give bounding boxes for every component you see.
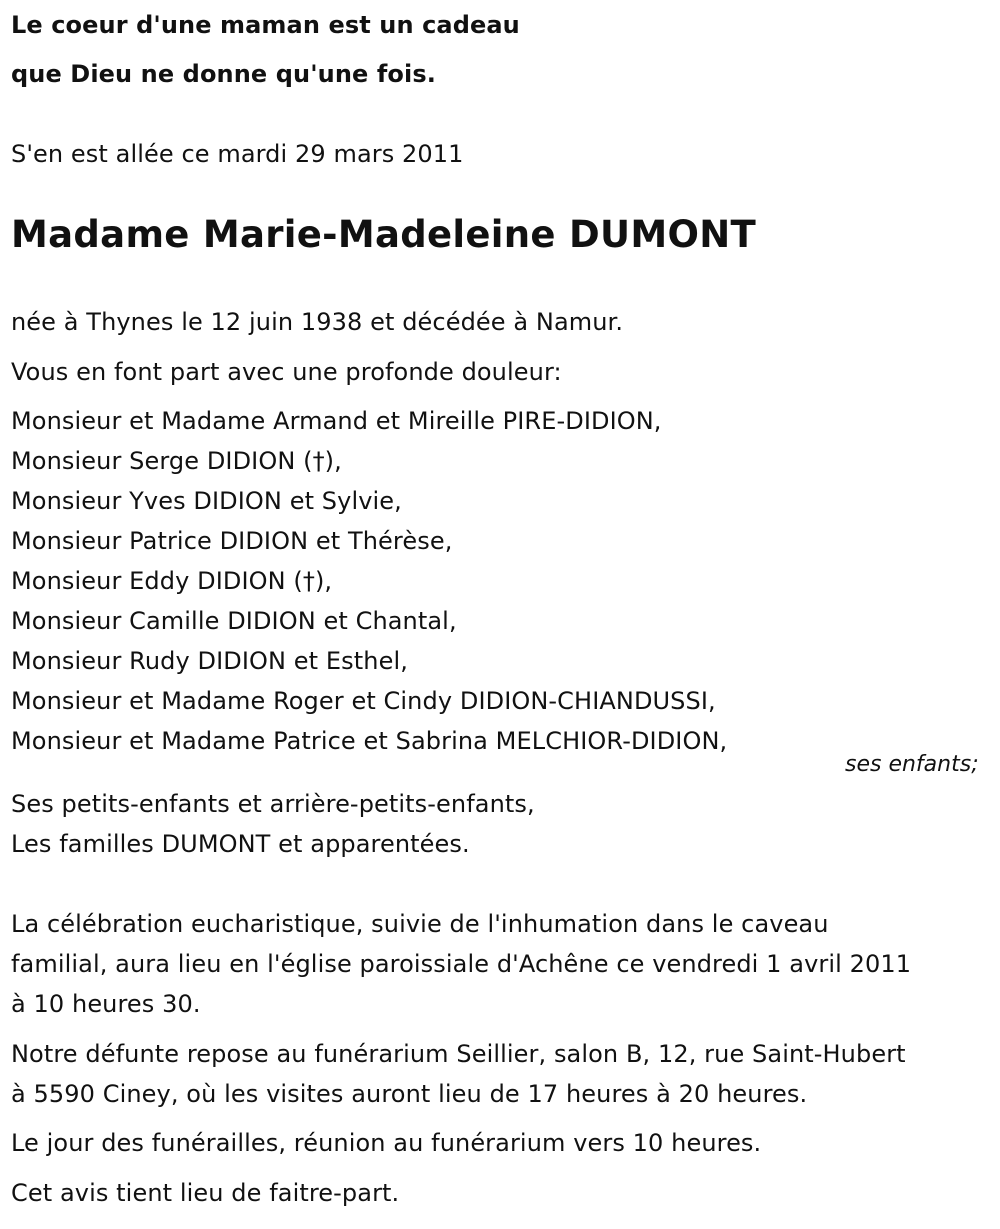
child-entry: Monsieur Serge DIDION (†), <box>11 447 342 475</box>
children-label: ses enfants; <box>845 752 979 777</box>
child-entry: Monsieur Camille DIDION et Chantal, <box>11 607 457 635</box>
announcement-intro: Vous en font part avec une profonde douleur: <box>11 358 562 386</box>
families-line: Les familles DUMONT et apparentées. <box>11 830 470 858</box>
motto-line-1: Le coeur d'une maman est un cadeau <box>11 11 520 39</box>
grandchildren-line: Ses petits-enfants et arrière-petits-enfants, <box>11 790 535 818</box>
visitation-line: Notre défunte repose au funérarium Seillier, salon B, 12, rue Saint-Hubert <box>11 1040 906 1068</box>
visitation-line: à 5590 Ciney, où les visites auront lieu de 17 heures à 20 heures. <box>11 1080 808 1108</box>
child-entry: Monsieur Eddy DIDION (†), <box>11 567 333 595</box>
child-entry: Monsieur Rudy DIDION et Esthel, <box>11 647 408 675</box>
deceased-name: Madame Marie-Madeleine DUMONT <box>11 213 757 256</box>
ceremony-line: familial, aura lieu en l'église paroissiale d'Achêne ce vendredi 1 avril 2011 <box>11 950 912 978</box>
motto-line-2: que Dieu ne donne qu'une fois. <box>11 60 436 88</box>
closing-note: Cet avis tient lieu de faitre-part. <box>11 1179 400 1207</box>
passed-away-date: S'en est allée ce mardi 29 mars 2011 <box>11 140 464 168</box>
funeral-day-info: Le jour des funérailles, réunion au funérarium vers 10 heures. <box>11 1129 762 1157</box>
ceremony-line: à 10 heures 30. <box>11 990 201 1018</box>
child-entry: Monsieur et Madame Armand et Mireille PIRE-DIDION, <box>11 407 662 435</box>
ceremony-line: La célébration eucharistique, suivie de l'inhumation dans le caveau <box>11 910 829 938</box>
child-entry: Monsieur et Madame Patrice et Sabrina MELCHIOR-DIDION, <box>11 727 728 755</box>
child-entry: Monsieur Patrice DIDION et Thérèse, <box>11 527 453 555</box>
birth-death-info: née à Thynes le 12 juin 1938 et décédée à Namur. <box>11 308 624 336</box>
child-entry: Monsieur et Madame Roger et Cindy DIDION-CHIANDUSSI, <box>11 687 716 715</box>
child-entry: Monsieur Yves DIDION et Sylvie, <box>11 487 402 515</box>
